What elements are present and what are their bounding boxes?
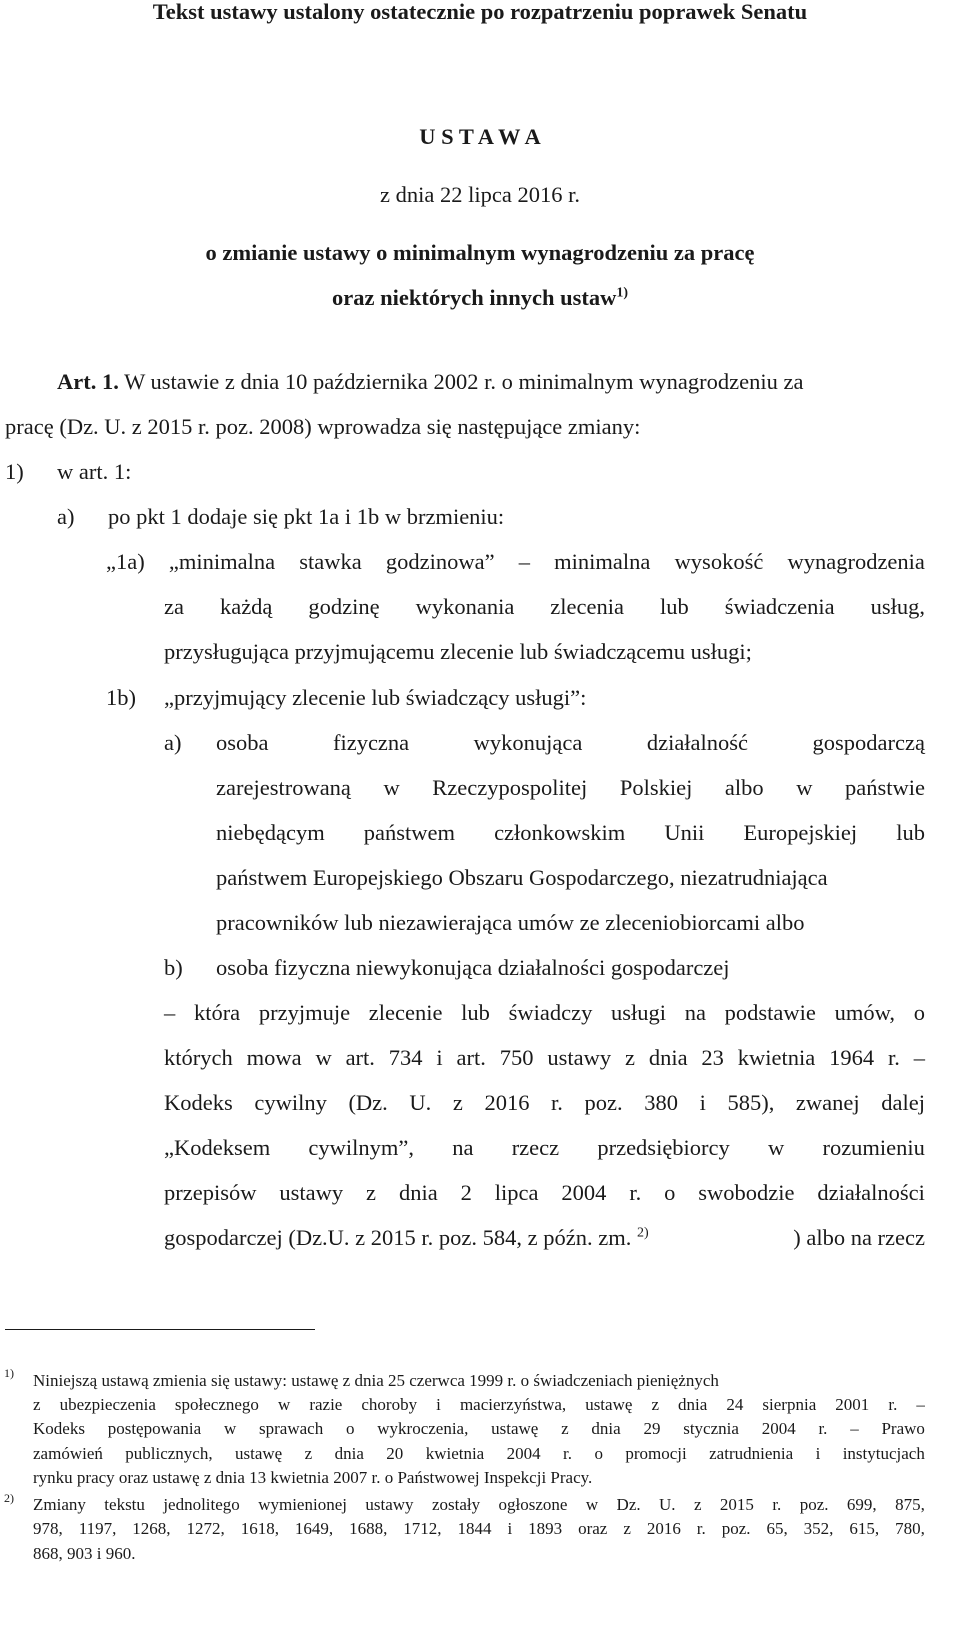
definition-1a-line-2-word: każdą <box>219 594 273 619</box>
footnote-2-line-2-word: 1844 <box>457 1519 492 1538</box>
definition-1a-line-1-word: wynagrodzenia <box>787 549 925 574</box>
tail-line-4-word: przedsiębiorcy <box>597 1135 730 1160</box>
footnote-1-line-2-word: choroby <box>361 1395 418 1414</box>
article-1-line-1: Art. 1. W ustawie z dnia 10 października 2002 r. o minimalnym wynagrodzeniu za <box>57 369 804 394</box>
footnote-2-line-2-word: poz. <box>721 1519 751 1538</box>
tail-line-1-word: – <box>164 1000 176 1025</box>
footnote-1-line-2-word: macierzyństwa, <box>459 1395 567 1414</box>
tail-line-3-word: U. <box>409 1090 432 1115</box>
footnote-1-line-3 <box>33 1418 925 1440</box>
tail-line-3-word: 380 <box>644 1090 678 1115</box>
tail-line-2-word: – <box>913 1045 925 1070</box>
tail-line-1 <box>164 998 925 1028</box>
footnote-1-line-2-word: w <box>277 1395 291 1414</box>
footnote-1-line-4-word: instytucjach <box>842 1444 925 1463</box>
footnote-2-line-2-word: 352, <box>803 1519 834 1538</box>
tail-line-1-word: podstawie <box>724 1000 816 1025</box>
definition-1a-line-1-word: – <box>518 549 531 574</box>
tail-line-1-word: na <box>684 1000 706 1025</box>
footnote-1-line-3-word: w <box>223 1419 237 1438</box>
footnote-2-line-1-word: 2015 <box>719 1495 754 1514</box>
tail-line-1-word: usługi <box>611 1000 667 1025</box>
tail-line-5-word: działalności <box>817 1180 925 1205</box>
footnote-1-line-4 <box>33 1443 925 1465</box>
definition-1a-line-1-word: „1a) <box>106 549 145 574</box>
footnote-2-line-2-word: 978, <box>33 1519 63 1538</box>
footnote-1-line-4-word: o <box>594 1444 603 1463</box>
subpoint-b-letter: b) <box>164 955 183 980</box>
footnote-1-line-3-word: Prawo <box>881 1419 925 1438</box>
footnote-1-line-2-word: razie <box>309 1395 343 1414</box>
footnote-2-line-2-word: 65, <box>766 1519 788 1538</box>
tail-line-5-word: o <box>664 1180 676 1205</box>
document-title-line-2: oraz niektórych innych ustaw$^{1)}$ <box>331 285 629 310</box>
subpoint-a-line-3-word: niebędącym <box>216 820 325 845</box>
subpoint-a-line-1-word: gospodarczą <box>812 730 925 755</box>
footnote-1-line-3-word: dnia <box>591 1419 621 1438</box>
subpoint-a-line-3 <box>216 818 925 848</box>
subpoint-a-line-1-word: wykonująca <box>473 730 583 755</box>
footnote-1-line-3-word: stycznia <box>683 1419 739 1438</box>
footnote-2-line-2-word: 615, <box>849 1519 880 1538</box>
footnote-1-line-2-word: 24 <box>726 1395 744 1414</box>
point-1a-letter: a) <box>57 504 75 529</box>
footnote-2-line-2-word: 1712, <box>403 1519 442 1538</box>
tail-line-5-word: 2004 <box>561 1180 607 1205</box>
footnote-1-line-2-word: ustawę <box>585 1395 633 1414</box>
tail-line-5-word: przepisów <box>164 1180 257 1205</box>
footnote-2-mark: 2) <box>4 1491 14 1505</box>
tail-line-6 <box>164 1223 925 1253</box>
tail-line-2-word: w <box>315 1045 332 1070</box>
tail-line-6-end: ) albo na rzecz <box>793 1225 925 1250</box>
subpoint-b-text: osoba fizyczna niewykonująca działalności gospodarczej <box>216 955 730 980</box>
tail-line-2-word: 734 <box>388 1045 423 1070</box>
footnote-1-line-2 <box>33 1394 925 1416</box>
footnote-2-line-2-word: oraz <box>578 1519 608 1538</box>
footnote-2-line-2-word: 1272, <box>186 1519 225 1538</box>
definition-1a-line-1 <box>106 547 925 577</box>
footnote-1-line-2-word: 2001 <box>835 1395 870 1414</box>
footnote-2-line-1-word: ustawy <box>365 1495 414 1514</box>
footnote-ref-2: 2) <box>636 1225 649 1241</box>
footnote-1-line-4-word: promocji <box>625 1444 687 1463</box>
tail-line-1-word: o <box>913 1000 925 1025</box>
footnote-2-line-2-word: r. <box>696 1519 706 1538</box>
footnote-1-line-4-word: publicznych, <box>125 1444 213 1463</box>
footnote-1-line-4-word: 2004 <box>506 1444 541 1463</box>
definition-1a-line-1-word: stawka <box>299 549 362 574</box>
tail-line-3-word: 585), <box>727 1090 775 1115</box>
definition-1a-line-2-word: świadczenia <box>724 594 835 619</box>
tail-line-2-word: 750 <box>499 1045 534 1070</box>
footnote-1-line-2-word: społecznego <box>174 1395 259 1414</box>
definition-1a-line-1-word: wysokość <box>674 549 764 574</box>
footnote-2-line-2-word: 1197, <box>78 1519 117 1538</box>
footnote-1-line-2-word: z <box>33 1395 41 1414</box>
tail-line-2-word: 1964 <box>829 1045 875 1070</box>
tail-line-4-word: w <box>768 1135 785 1160</box>
tail-line-3-word: r. <box>551 1090 563 1115</box>
tail-line-4-word: na <box>452 1135 474 1160</box>
definition-1a-line-3: przysługująca przyjmującemu zlecenie lub świadczącemu usługi; <box>164 639 752 664</box>
subpoint-a-line-3-word: członkowskim <box>494 820 626 845</box>
footnote-2-line-1-word: 875, <box>895 1495 925 1514</box>
subpoint-a-line-4: państwem Europejskiego Obszaru Gospodarczego, niezatrudniająca <box>216 865 828 890</box>
footnote-1-line-3-word: – <box>850 1419 859 1438</box>
tail-line-2-word: art. <box>345 1045 375 1070</box>
subpoint-a-line-2-word: Rzeczypospolitej <box>432 775 588 800</box>
footnote-2-line-1-word: 699, <box>846 1495 877 1514</box>
subpoint-a-line-1-word: osoba <box>216 730 269 755</box>
tail-line-2 <box>164 1043 925 1073</box>
footnote-2-line-1-word: Dz. <box>616 1495 641 1514</box>
footnote-1-line-4-word: kwietnia <box>425 1444 485 1463</box>
tail-line-2-word: kwietnia <box>737 1045 816 1070</box>
subpoint-a-line-2-word: albo <box>724 775 764 800</box>
tail-line-4-word: rozumieniu <box>822 1135 925 1160</box>
subpoint-a-line-2-word: zarejestrowaną <box>216 775 351 800</box>
tail-line-2-word: r. <box>887 1045 900 1070</box>
subpoint-a-line-5: pracowników lub niezawierająca umów ze zleceniobiorcami albo <box>216 910 805 935</box>
footnote-1-line-4-word: ustawę <box>235 1444 283 1463</box>
footnote-2-line-1-word: U. <box>659 1495 676 1514</box>
subpoint-a-line-2-word: w <box>383 775 400 800</box>
definition-1a-line-1-word: „minimalna <box>168 549 276 574</box>
footnote-2-line-1-word: w <box>585 1495 599 1514</box>
subpoint-a-line-3-word: Unii <box>664 820 705 845</box>
definition-1a-line-2-word: zlecenia <box>550 594 624 619</box>
footnote-1-line-3-word: 29 <box>643 1419 661 1438</box>
tail-line-3 <box>164 1088 925 1118</box>
subpoint-a-line-3-word: lub <box>896 820 925 845</box>
subpoint-a-line-2-word: w <box>796 775 813 800</box>
document-date: z dnia 22 lipca 2016 r. <box>380 182 580 207</box>
definition-1a-line-2-word: godzinę <box>308 594 380 619</box>
footnote-1-line-2-word: – <box>916 1395 925 1414</box>
footnote-1-line-4-word: i <box>815 1444 821 1463</box>
footnote-1-line-2-word: i <box>436 1395 441 1414</box>
footnote-2-line-1-word: tekstu <box>104 1495 145 1514</box>
point-1-number: 1) <box>5 459 24 484</box>
tail-line-5 <box>164 1178 925 1208</box>
subpoint-a-line-2 <box>216 773 925 803</box>
footnote-1-line-1: Niniejszą ustawą zmienia się ustawy: ustawę z dnia 25 czerwca 1999 r. o świadczeniach pieniężnych <box>33 1371 719 1390</box>
article-1-line-2: pracę (Dz. U. z 2015 r. poz. 2008) wprowadza się następujące zmiany: <box>5 414 641 439</box>
subpoint-a-line-3-word: państwem <box>363 820 455 845</box>
tail-line-5-word: dnia <box>398 1180 438 1205</box>
footnote-1-line-3-word: postępowania <box>107 1419 202 1438</box>
footnote-ref-1: 1) <box>616 285 629 301</box>
tail-line-2-word: dnia <box>648 1045 688 1070</box>
tail-line-5-word: r. <box>629 1180 642 1205</box>
footnote-1-line-4-word: dnia <box>334 1444 364 1463</box>
tail-line-3-word: poz. <box>584 1090 623 1115</box>
footnote-2-line-2-word: 1893 <box>528 1519 563 1538</box>
definition-1a-line-2 <box>164 592 925 622</box>
tail-line-3-word: Kodeks <box>164 1090 233 1115</box>
subpoint-a-line-1-word: fizyczna <box>332 730 410 755</box>
subpoint-a-line-1 <box>216 728 925 758</box>
tail-line-5-word: z <box>366 1180 377 1205</box>
footnote-2-line-2-word: 780, <box>895 1519 925 1538</box>
footnote-1-line-4-word: 20 <box>386 1444 404 1463</box>
definition-1a-line-2-word: lub <box>659 594 689 619</box>
subpoint-a-line-1-word: działalność <box>646 730 749 755</box>
footnote-2-line-2-word: 1618, <box>240 1519 279 1538</box>
footnote-2-line-1-word: wymienionej <box>258 1495 347 1514</box>
footnote-1-line-3-word: ustawę <box>491 1419 539 1438</box>
footnote-1-line-5: rynku pracy oraz ustawę z dnia 13 kwietnia 2007 r. o Państwowej Inspekcji Pracy. <box>33 1468 593 1487</box>
tail-line-1-word: lub <box>461 1000 490 1025</box>
footnote-2-line-1-word: poz. <box>799 1495 829 1514</box>
document-type: U S T A W A <box>419 124 541 149</box>
tail-line-2-word: których <box>164 1045 233 1070</box>
footnote-1-line-3-word: 2004 <box>761 1419 796 1438</box>
footnote-1-line-4-word: zatrudnienia <box>709 1444 794 1463</box>
tail-line-3-word: dalej <box>881 1090 925 1115</box>
tail-line-5-word: 2 <box>460 1180 472 1205</box>
tail-line-5-word: swobodzie <box>698 1180 795 1205</box>
point-1a-text: po pkt 1 dodaje się pkt 1a i 1b w brzmieniu: <box>108 504 505 529</box>
footnote-1-line-3-word: o <box>345 1419 355 1438</box>
footnote-1-mark: 1) <box>4 1366 14 1380</box>
footnote-separator <box>5 1329 315 1330</box>
footnote-2-line-2 <box>33 1518 925 1540</box>
definition-1a-line-2-word: wykonania <box>415 594 515 619</box>
tail-line-1-word: przyjmuje <box>258 1000 351 1025</box>
point-1-text: w art. 1: <box>57 459 132 484</box>
tail-line-2-word: 23 <box>701 1045 724 1070</box>
subpoint-a-letter: a) <box>164 730 182 755</box>
footnote-2-line-2-word: 1688, <box>349 1519 388 1538</box>
tail-line-6-start: gospodarczej (Dz.U. z 2015 r. poz. 584, z późn. zm. $^{2)}$ <box>164 1225 649 1250</box>
footnote-1-line-4-word: zamówień <box>33 1444 103 1463</box>
tail-line-1-word: świadczy <box>508 1000 593 1025</box>
tail-line-3-word: cywilny <box>254 1090 327 1115</box>
tail-line-2-word: art. <box>456 1045 486 1070</box>
subpoint-a-line-2-word: państwie <box>845 775 925 800</box>
footnote-2-line-2-word: 2016 <box>646 1519 681 1538</box>
definition-1b-number: 1b) <box>106 685 136 710</box>
document-title-line-1: o zmianie ustawy o minimalnym wynagrodzeniu za pracę <box>205 240 755 265</box>
definition-1a-line-1-word: godzinowa” <box>385 549 495 574</box>
footnote-2-line-2-word: 1268, <box>132 1519 171 1538</box>
footnote-2-line-1-word: r. <box>772 1495 782 1514</box>
tail-line-3-word: zwanej <box>795 1090 860 1115</box>
footnote-1-line-4-word: z <box>304 1444 313 1463</box>
footnote-2-line-2-word: 1649, <box>294 1519 334 1538</box>
article-label: Art. 1. <box>57 369 119 394</box>
footnote-2-line-1-word: Zmiany <box>33 1495 86 1514</box>
definition-1a-line-2-word: za <box>164 594 184 619</box>
footnote-1-line-3-word: r. <box>818 1419 828 1438</box>
tail-line-4 <box>164 1133 925 1163</box>
document-header: Tekst ustawy ustalony ostatecznie po rozpatrzeniu poprawek Senatu <box>152 0 808 24</box>
definition-1a-line-2-word: usług, <box>870 594 925 619</box>
tail-line-1-word: umów, <box>834 1000 895 1025</box>
tail-line-2-word: i <box>436 1045 443 1070</box>
tail-line-1-word: która <box>193 1000 241 1025</box>
subpoint-a-line-2-word: Polskiej <box>619 775 693 800</box>
footnote-2-line-2-word: i <box>507 1519 513 1538</box>
footnote-1-line-4-word: r. <box>563 1444 573 1463</box>
tail-line-3-word: 2016 <box>484 1090 530 1115</box>
footnote-1-line-2-word: dnia <box>678 1395 708 1414</box>
footnote-2-line-1-word: ogłoszone <box>498 1495 568 1514</box>
subpoint-a-line-3-word: Europejskiej <box>743 820 858 845</box>
tail-line-1-word: zlecenie <box>368 1000 443 1025</box>
footnote-1-line-2-word: ubezpieczenia <box>59 1395 156 1414</box>
tail-line-5-word: ustawy <box>279 1180 344 1205</box>
tail-line-4-word: rzecz <box>511 1135 560 1160</box>
footnote-2-line-1-word: jednolitego <box>163 1495 240 1514</box>
tail-line-5-word: lipca <box>494 1180 539 1205</box>
definition-1b-text: „przyjmujący zlecenie lub świadczący usługi”: <box>164 685 587 710</box>
footnote-2-line-2-word: z <box>623 1519 631 1538</box>
footnote-1-line-2-word: z <box>651 1395 659 1414</box>
footnote-1-line-2-word: sierpnia <box>762 1395 817 1414</box>
tail-line-3-word: i <box>699 1090 706 1115</box>
tail-line-3-word: z <box>452 1090 463 1115</box>
footnote-2-line-1-word: zostały <box>431 1495 481 1514</box>
footnote-1-line-3-word: sprawach <box>259 1419 324 1438</box>
footnote-1-line-2-word: r. <box>888 1395 898 1414</box>
footnote-1-line-3-word: Kodeks <box>33 1419 85 1438</box>
tail-line-2-word: z <box>624 1045 635 1070</box>
footnote-2-line-1-word: z <box>693 1495 702 1514</box>
footnote-2-line-1 <box>33 1494 925 1516</box>
footnote-1-line-3-word: wykroczenia, <box>377 1419 469 1438</box>
tail-line-3-word: (Dz. <box>348 1090 388 1115</box>
tail-line-4-word: „Kodeksem <box>164 1135 271 1160</box>
footnote-1-line-3-word: z <box>561 1419 569 1438</box>
definition-1a-line-1-word: minimalna <box>554 549 651 574</box>
footnote-2-line-3: 868, 903 i 960. <box>33 1544 136 1563</box>
tail-line-2-word: mowa <box>246 1045 302 1070</box>
tail-line-4-word: cywilnym”, <box>308 1135 415 1160</box>
tail-line-2-word: ustawy <box>547 1045 612 1070</box>
